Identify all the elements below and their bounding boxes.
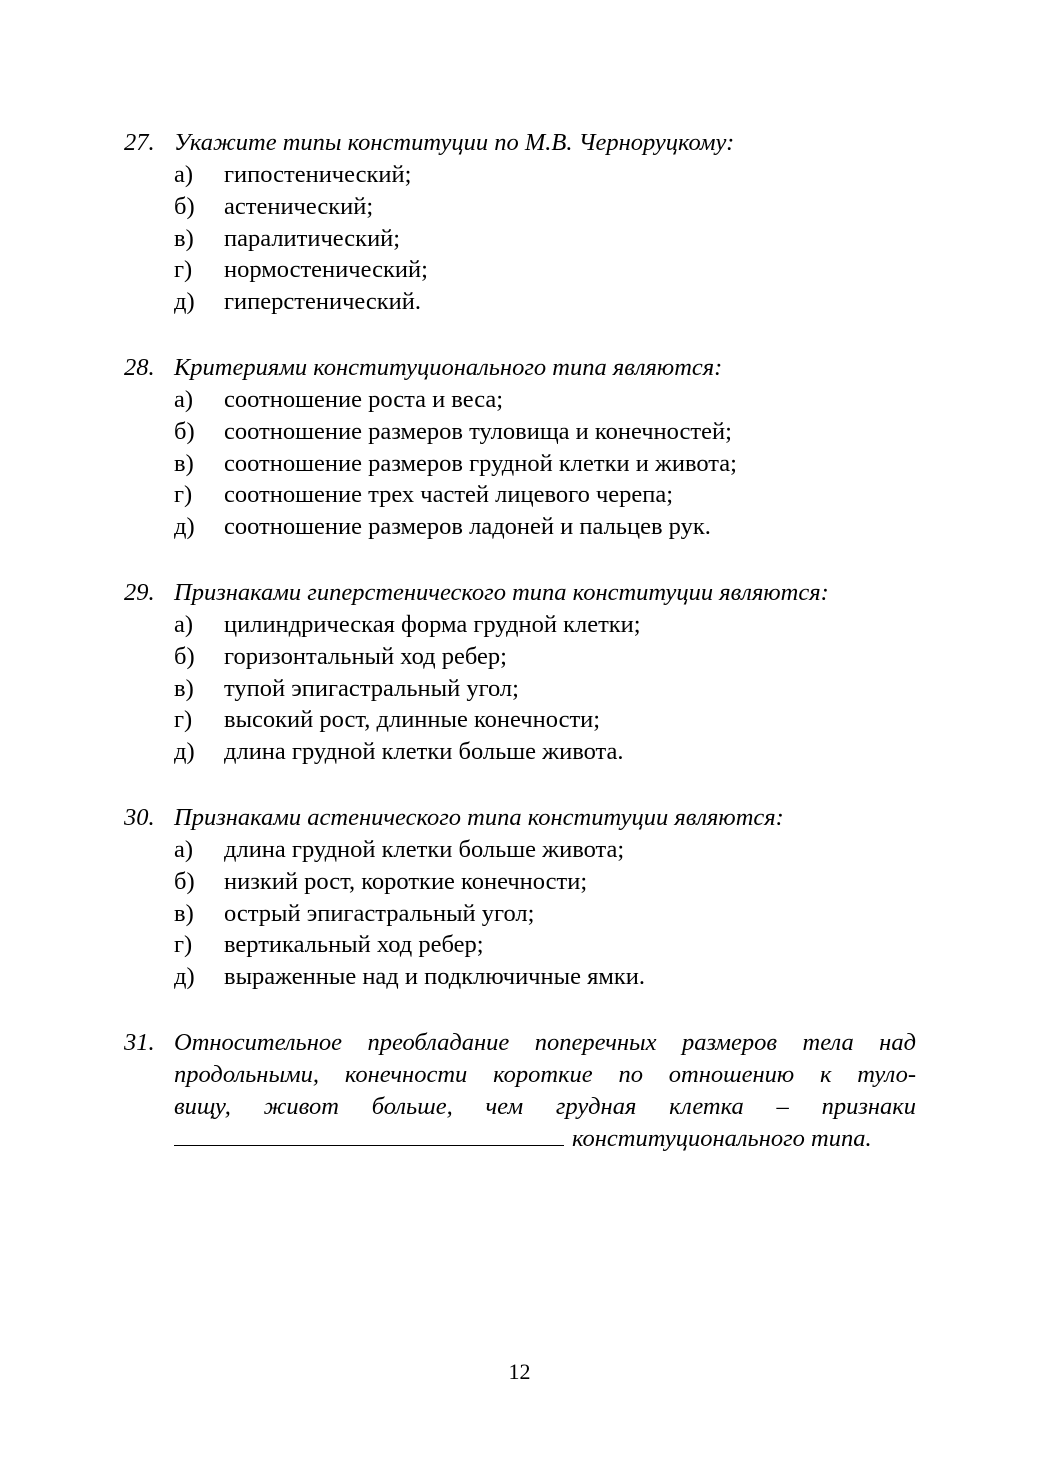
option-letter: д)	[174, 288, 195, 316]
option-text: паралитический;	[224, 224, 401, 252]
question-text: Признаками гиперстенического типа конституции являются:	[174, 579, 829, 606]
question-number: 27.	[124, 129, 155, 156]
option-text: гиперстенический.	[224, 288, 422, 316]
answer-option	[124, 866, 916, 898]
option-text: высокий рост, длинные конечности;	[224, 706, 601, 734]
answer-option	[124, 479, 916, 511]
question-heading	[124, 577, 916, 609]
option-letter: г)	[174, 481, 193, 509]
answer-options	[124, 159, 916, 318]
answer-options	[124, 609, 916, 768]
option-letter: д)	[174, 738, 195, 766]
question-28	[124, 352, 916, 543]
question-31	[124, 1027, 916, 1155]
option-text: астенический;	[224, 192, 374, 220]
option-text: выраженные над и подключичные ямки.	[224, 963, 645, 991]
option-letter: а)	[174, 836, 194, 863]
option-text: цилиндрическая форма грудной клетки;	[224, 611, 641, 638]
option-text: тупой эпигастральный угол;	[224, 674, 519, 702]
answer-option	[124, 736, 916, 768]
option-text: соотношение размеров грудной клетки и живота;	[224, 449, 737, 477]
question-text-line: продольными, конечности короткие по отношению к туло-	[174, 1061, 916, 1088]
question-suffix-text: конституционального типа.	[572, 1125, 872, 1152]
answer-options	[124, 834, 916, 993]
option-letter: д)	[174, 963, 195, 991]
question-number: 31.	[124, 1029, 155, 1056]
option-letter: г)	[174, 256, 193, 284]
page-number: 12	[508, 1359, 531, 1384]
option-text: соотношение роста и веса;	[224, 386, 504, 413]
answer-option	[124, 704, 916, 736]
answer-option	[124, 898, 916, 930]
option-letter: б)	[174, 642, 195, 670]
answer-option	[124, 191, 916, 223]
option-text: гипостенический;	[224, 161, 412, 188]
option-text: горизонтальный ход ребер;	[224, 642, 507, 670]
answer-option	[124, 609, 916, 641]
option-text: низкий рост, короткие конечности;	[224, 867, 588, 895]
option-letter: в)	[174, 674, 194, 702]
option-letter: а)	[174, 161, 194, 188]
question-text-line: Относительное преобладание поперечных размеров тела над	[174, 1029, 916, 1056]
question-text: Укажите типы конституции по М.В. Черноруцкому:	[174, 129, 735, 156]
option-text: нормостенический;	[224, 256, 428, 284]
option-letter: г)	[174, 706, 193, 734]
option-text: вертикальный ход ребер;	[224, 931, 484, 959]
question-27	[124, 127, 916, 318]
question-heading	[124, 1027, 916, 1059]
question-heading	[124, 802, 916, 834]
option-text: соотношение размеров туловища и конечностей;	[224, 417, 732, 445]
option-letter: в)	[174, 224, 194, 252]
answer-option	[124, 448, 916, 480]
answer-blank-line[interactable]	[174, 1123, 564, 1146]
answer-option	[124, 384, 916, 416]
option-letter: а)	[174, 611, 194, 638]
option-letter: б)	[174, 417, 195, 445]
option-text: длина грудной клетки больше живота.	[224, 738, 624, 766]
answer-option	[124, 673, 916, 705]
answer-option	[124, 961, 916, 993]
question-30	[124, 802, 916, 993]
answer-options	[124, 384, 916, 543]
question-text: Признаками астенического типа конституции являются:	[174, 804, 784, 831]
option-letter: а)	[174, 386, 194, 413]
question-number: 28.	[124, 354, 155, 381]
question-text	[174, 1027, 916, 1059]
answer-option	[124, 834, 916, 866]
question-text-line	[174, 1123, 916, 1155]
option-text: острый эпигастральный угол;	[224, 899, 535, 927]
option-text: длина грудной клетки больше живота;	[224, 836, 625, 863]
question-number: 30.	[124, 804, 155, 831]
answer-option	[124, 223, 916, 255]
question-heading	[124, 352, 916, 384]
option-text: соотношение размеров ладоней и пальцев рук.	[224, 513, 711, 541]
question-text-line: вищу, живот больше, чем грудная клетка – признаки	[174, 1093, 916, 1120]
question-number: 29.	[124, 579, 155, 606]
question-text: Критериями конституционального типа являются:	[174, 354, 723, 381]
answer-option	[124, 286, 916, 318]
answer-option	[124, 254, 916, 286]
option-letter: в)	[174, 899, 194, 927]
option-letter: д)	[174, 513, 195, 541]
answer-option	[124, 641, 916, 673]
question-text-block	[174, 1027, 916, 1059]
option-letter: в)	[174, 449, 194, 477]
option-letter: б)	[174, 192, 195, 220]
question-text-continuation	[124, 1059, 916, 1155]
question-heading	[124, 127, 916, 159]
answer-option	[124, 159, 916, 191]
option-letter: г)	[174, 931, 193, 959]
answer-option	[124, 929, 916, 961]
option-text: соотношение трех частей лицевого черепа;	[224, 481, 674, 509]
answer-option	[124, 416, 916, 448]
question-29	[124, 577, 916, 768]
answer-option	[124, 511, 916, 543]
option-letter: б)	[174, 867, 195, 895]
